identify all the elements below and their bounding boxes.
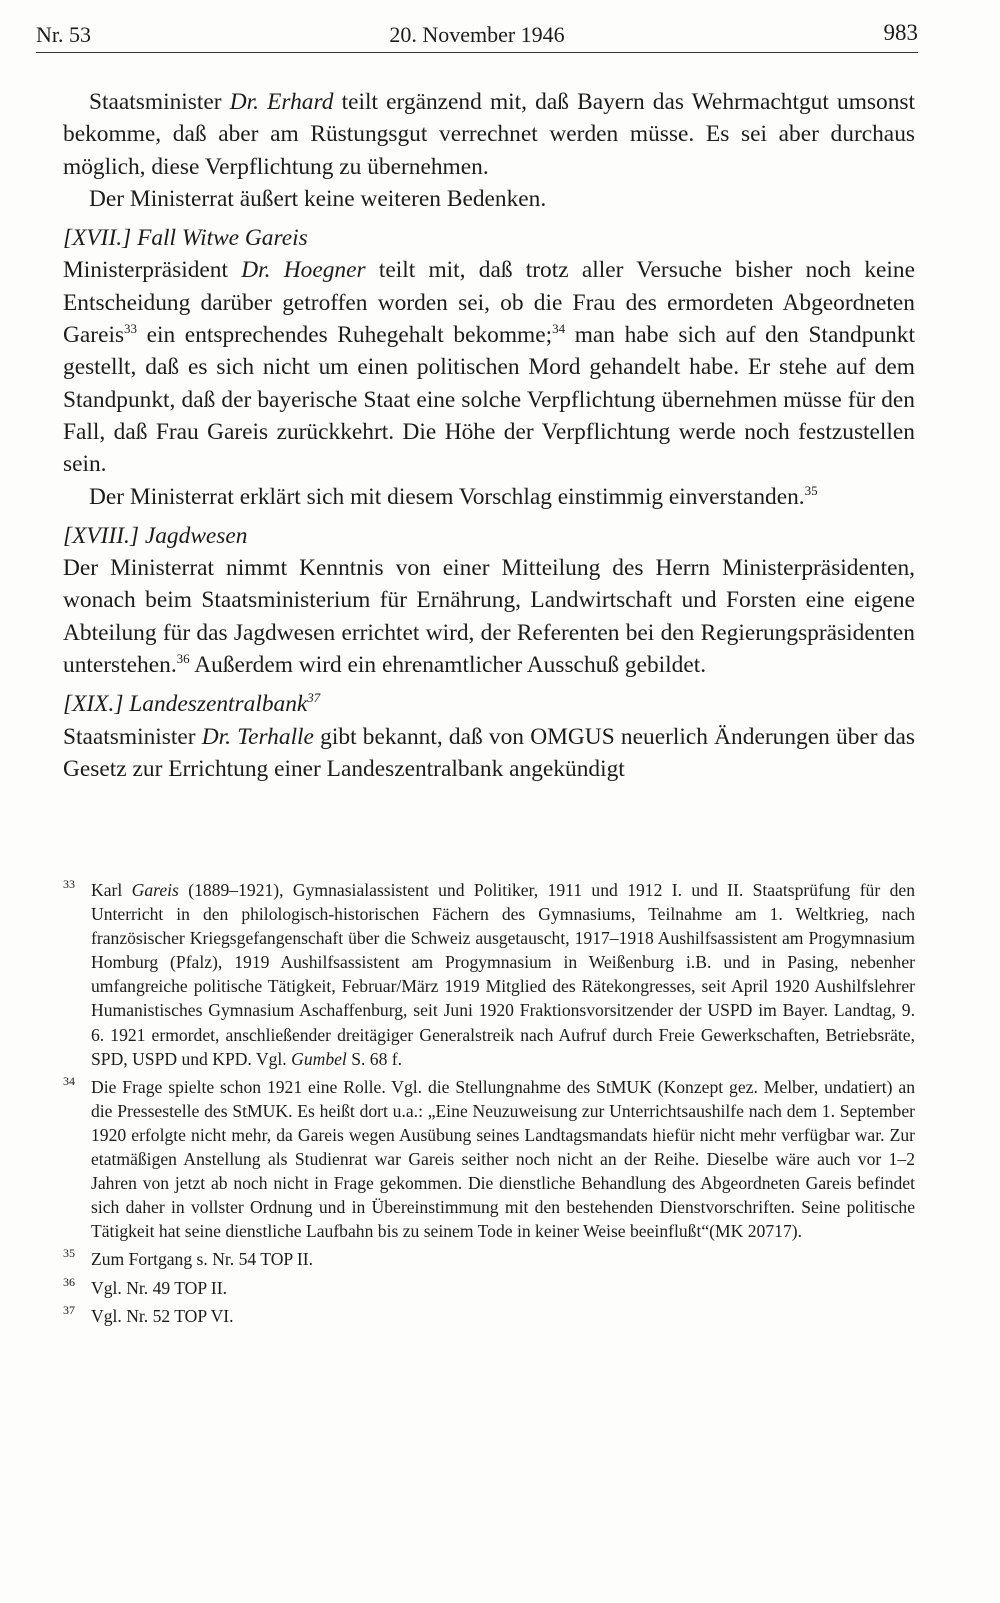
person-name: Hoegner [283,257,366,284]
footnote-37 [63,1304,915,1328]
text-run: gibt bekannt, daß von OMGUS neuerlich Änderungen über das Gesetz zur Errichtung einer Landeszentralbank angekündigt [63,723,915,782]
running-header [36,20,918,54]
footnote-marker[interactable]: 35 [804,482,818,498]
paragraph-decision-1: Der Ministerrat äußert keine weiteren Bedenken. [89,185,547,212]
footnote-35 [63,1247,915,1271]
paragraph-jagdwesen [63,552,915,681]
text-run: Staatsminister [89,89,230,115]
text-run-italic: Dr. [229,89,268,115]
footnote-number: 33 [63,877,75,891]
paragraph-decision-2 [63,481,915,513]
footnote-36 [63,1276,915,1300]
page-number: 983 [883,20,918,45]
footnote-number: 35 [63,1246,75,1261]
footnote-marker[interactable]: 34 [552,321,566,337]
reference-title: Gumbel [291,1048,347,1069]
person-name: Terhalle [237,723,314,750]
section-title: Fall Witwe Gareis [131,225,308,252]
text-run: Karl [91,880,132,900]
text-run: man habe sich auf den Standpunkt gestellt, daß es sich nicht um einen politischen Mord gehandelt habe. Er stehe auf dem Standpunkt, daß der bayerische Staat eine solche Verpflichtung übernehmen müsse für den Fall, daß Frau Gareis zurückkehrt. Die Höhe der Verpflichtung werde noch festzustellen sein. [63,322,916,478]
text-run: teilt ergänzend mit, daß Bayern das Wehrmachtgut umsonst bekomme, daß aber am Rüstungsgut verrechnet werden müsse. Es sei aber durchaus möglich, diese Verpflichtung zu übernehmen. [63,89,915,180]
section-heading-xix [63,688,915,720]
person-name: Gareis [131,880,179,900]
text-run: teilt mit, daß trotz aller Versuche bisher noch keine Entscheidung darüber getroffen worden sei, ob die Frau des ermordeten Abgeordneten Gareis [63,257,915,349]
text-run-italic: Dr. [241,257,284,284]
text-run: Zum Fortgang s. Nr. 54 TOP II. [91,1249,314,1270]
text-run: Die Frage spielte schon 1921 eine Rolle. Vgl. die Stellungnahme des StMUK (Konzept gez. Melber, undatiert) an die Pressestelle des StMUK. Es heißt dort u.a.: „Eine Neuzuweisung zur Unterrichtsaushilfe nach dem 1. September 1920 erfolgte nicht mehr, da Gareis wegen Ausübung seines Landtagsmandats hiefür nicht mehr verfügbar war. Zur etatmäßigen Anstellung als Studienrat war Gareis seither noch nicht an der Reihe. Dieselbe wäre auch vor 1–2 Jahren von jetzt ab noch nicht in Frage gekommen. Die dienstliche Behandlung des Abgeordneten Gareis befindet sich daher in vollster Ordnung und in Übereinstimmung mit den bestehenden Dienstvorschriften. Seine politische Tätigkeit hat seine dienstliche Laufbahn bis zu seinem Tode in keiner Weise beeinflußt“(MK 20717). [91,1076,915,1242]
text-run: Staatsminister [63,723,202,750]
footnotes [63,878,915,1332]
footnote-34 [63,1075,915,1244]
text-run: Der Ministerrat erklärt sich mit diesem Vorschlag einstimmig einverstanden. [89,483,805,510]
paragraph-erhard [63,86,915,183]
paragraph-hoegner [63,254,915,480]
footnote-number: 37 [63,1302,75,1317]
main-text [63,86,915,785]
header-date: 20. November 1946 [389,22,565,47]
footnote-marker[interactable]: 37 [307,690,321,706]
text-run: S. 68 f. [346,1048,403,1069]
section-number: [XVII.] [63,225,132,252]
issue-number: Nr. 53 [36,22,91,47]
footnote-number: 36 [63,1274,75,1289]
section-title: Jagdwesen [139,522,248,549]
footnote-33 [63,878,915,1071]
text-run: (1889–1921), Gymnasialassistent und Politiker, 1911 und 1912 I. und II. Staatsprüfung für den Unterricht in den philologisch-historischen Fächern des Gymnasiums, Teilnahme am 1. Weltkrieg, nach französischer Kriegsgefangenschaft über die Schweiz ausgetauscht, 1917–1918 Aushilfsassistent am Progymnasium Homburg (Pfalz), 1919 Aushilfsassistent am Progymnasium in Weißenburg i.B. und in Pasing, nebenher umfangreiche politische Tätigkeit, Februar/März 1919 Mitglied des Rätekongresses, seit April 1920 Aushilfslehrer Humanistisches Gymnasium Aschaffenburg, seit Juni 1920 Fraktionsvorsitzender der USPD im Bayer. Landtag, 9. 6. 1921 ermordet, anschließender dreitägiger Generalstreik nach Aufruf durch Freie Gewerkschaften, Betriebsräte, SPD, USPD und KPD. Vgl. [91,880,915,1069]
section-heading-xvii [63,222,915,254]
section-number: [XIX.] [63,691,124,718]
text-run-italic: Dr. [201,723,238,750]
footnote-marker[interactable]: 33 [124,321,138,337]
section-heading-xviii [63,520,915,552]
footnote-number: 34 [63,1073,75,1088]
paragraph-terhalle [63,721,915,786]
header-rule [36,52,918,53]
person-name: Erhard [267,89,334,115]
text-run: Vgl. Nr. 49 TOP II. [91,1277,228,1298]
text-run: Vgl. Nr. 52 TOP VI. [91,1305,234,1326]
footnote-marker[interactable]: 36 [176,651,190,667]
text-run: Ministerpräsident [63,257,242,284]
text-run: Der Ministerrat nimmt Kenntnis von einer Mitteilung des Herrn Ministerpräsidenten, wonach beim Staatsministerium für Ernährung, Landwirtschaft und Forsten eine eigene Abteilung für das Jagdwesen errichtet wird, der Referenten bei den Regierungspräsidenten unterstehen. [63,555,915,679]
text-run: Außerdem wird ein ehrenamtlicher Ausschuß gebildet. [189,652,707,679]
section-number: [XVIII.] [63,522,139,549]
section-title: Landeszentralbank [123,691,308,718]
text-run: ein entsprechendes Ruhegehalt bekomme; [137,322,553,349]
